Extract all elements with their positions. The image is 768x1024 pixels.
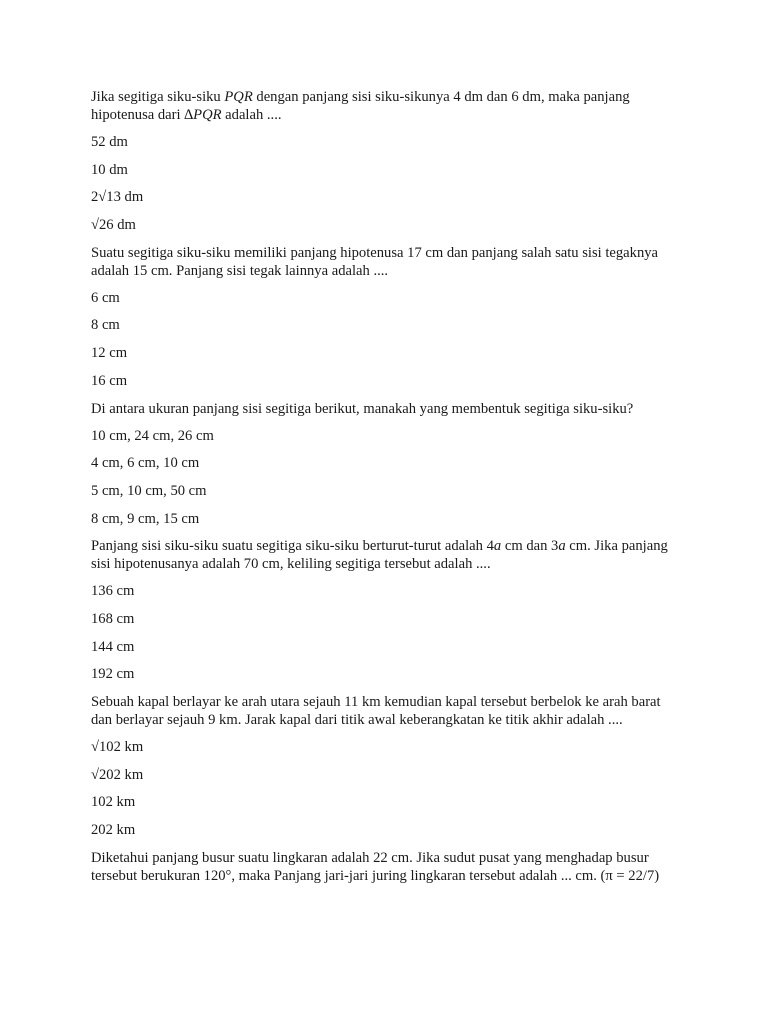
answer-option: 192 cm [91,666,135,683]
question-text: Jika segitiga siku-siku PQR dengan panjang sisi siku-sikunya 4 dm dan 6 dm, maka panjang hipotenusa dari ∆PQR adalah .... [91,89,630,123]
answer-option: 10 cm, 24 cm, 26 cm [91,427,214,444]
answer-option: 16 cm [91,372,128,389]
question-text: Diketahui panjang busur suatu lingkaran adalah 22 cm. Jika sudut pusat yang menghadap busur tersebut berukuran 120°, maka Panjang jari-jari juring lingkaran tersebut adalah ... cm. (π = 22/7) [91,849,660,884]
answer-option: 8 cm, 9 cm, 15 cm [91,510,200,527]
answer-option: 12 cm [91,345,128,362]
question-block-1 [91,88,681,234]
answer-option: 144 cm [91,638,135,655]
question-block-2 [91,244,681,390]
answer-option: √26 dm [91,217,136,234]
answer-option: 168 cm [91,610,135,627]
answer-option: 202 km [91,822,136,839]
question-text: Suatu segitiga siku-siku memiliki panjang hipotenusa 17 cm dan panjang salah satu sisi tegaknya adalah 15 cm. Panjang sisi tegak lainnya adalah .... [91,244,659,279]
answer-option: √202 km [91,766,144,783]
answer-option: 8 cm [91,317,120,334]
answer-option: 136 cm [91,583,135,600]
question-text: Sebuah kapal berlayar ke arah utara sejauh 11 km kemudian kapal tersebut berbelok ke arah barat dan berlayar sejauh 9 km. Jarak kapal dari titik awal keberangkatan ke titik akhir adalah .... [91,694,661,728]
answer-option: 2√13 dm [91,189,144,206]
answer-option: √102 km [91,739,144,755]
answer-option: 4 cm, 6 cm, 10 cm [91,455,200,472]
question-block-5 [91,693,681,839]
answer-option: 10 dm [91,161,128,178]
question-text: Panjang sisi siku-siku suatu segitiga siku-siku berturut-turut adalah 4a cm dan 3a cm. Jika panjang sisi hipotenusanya adalah 70 cm, keliling segitiga tersebut adalah .... [91,538,668,573]
document-page [91,88,681,894]
question-text: Di antara ukuran panjang sisi segitiga berikut, manakah yang membentuk segitiga siku-siku? [91,400,634,417]
question-block-4 [91,537,681,683]
question-block-3 [91,400,681,528]
answer-option: 102 km [91,794,136,811]
question-block-6 [91,849,681,885]
answer-option: 52 dm [91,134,128,150]
answer-option: 5 cm, 10 cm, 50 cm [91,482,207,499]
answer-option: 6 cm [91,289,120,306]
